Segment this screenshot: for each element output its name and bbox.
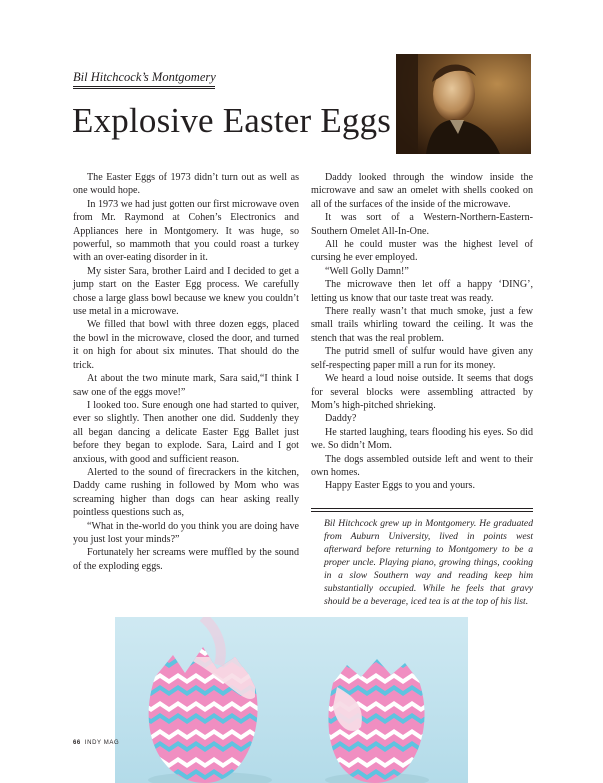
publication-name: INDY MAG [84,740,120,746]
paragraph: He started laughing, tears flooding his eyes. So did we. So didn’t Mom. [311,426,533,452]
author-photo [396,54,531,154]
paragraph: In 1973 we had just gotten our first microwave oven from Mr. Raymond at Cohen’s Electronics and Appliances here in Montgomery. It was huge, so powerful, so mammoth that you could roast a turkey with an over-eating disorder in it. [73,198,299,264]
paragraph: Alerted to the sound of firecrackers in the kitchen, Daddy came rushing in followed by Mom who was screaming higher than dogs can hear asking really pointless questions such as, [73,466,299,519]
paragraph: Daddy looked through the window inside the microwave and saw an omelet with shells cooked on all of the surfaces of the inside of the microwave. [311,172,533,210]
page-number: 66 [73,740,81,746]
paragraph: At about the two minute mark, Sara said,“I think I saw one of the eggs move!” [73,373,299,398]
bio-rule [311,508,533,509]
column-name-rule [73,86,215,89]
right-column [311,171,533,493]
paragraph: “Well Golly Damn!” [325,265,409,277]
paragraph: It was sort of a Western-Northern-Eastern-Southern Omelet All-In-One. [311,212,533,237]
author-bio: Bil Hitchcock grew up in Montgomery. He graduated from Auburn University, lived in points west afterward before returning to Montgomery to be a proper uncle. Playing piano, growing things, cooking in a slow Southern way and reading keep him substantially occupied. While he feels that gravy should be a beverage, iced tea is at the top of his list. [324,518,533,607]
paragraph: The dogs assembled outside left and went to their own homes. [311,453,533,478]
paragraph: We heard a loud noise outside. It seems that dogs for several blocks were assembling attracted by Mom’s high-pitched shrieking. [311,373,533,411]
paragraph: All he could muster was the highest level of cursing he ever employed. [311,239,533,264]
bio-rule [311,511,533,512]
paragraph: My sister Sara, brother Laird and I decided to get a jump start on the Easter Egg process. We carefully chose a large glass bowl because we knew you couldn’t use metal in a microwave. [73,265,299,318]
paragraph: The putrid smell of sulfur would have given any self-respecting paper mill a run for its money. [311,346,533,371]
paragraph: The Easter Eggs of 1973 didn’t turn out as well as one would hope. [73,172,299,197]
paragraph: The microwave then let off a happy ‘DING’, letting us know that our taste treat was ready. [311,279,533,304]
easter-eggs-photo [115,617,468,783]
folio [73,740,119,746]
column-name: Bil Hitchcock’s Montgomery [73,70,216,84]
paragraph: We filled that bowl with three dozen eggs, placed the bowl in the microwave, closed the door, and turned it on high for about six minutes. That should do the trick. [73,319,299,371]
paragraph: “What in the-world do you think you are doing have you just lost your minds?” [73,520,299,545]
paragraph: Happy Easter Eggs to you and yours. [325,480,475,492]
paragraph: Fortunately her screams were muffled by the sound of the exploding eggs. [73,547,299,572]
paragraph: I looked too. Sure enough one had started to quiver, ever so slightly. Then another one did. Suddenly they all began dancing a delicate Easter Egg Ballet just before they began to explode. Sara, Laird and I got anxious, with good and sufficient reason. [73,399,299,465]
paragraph: Daddy? [325,413,357,425]
paragraph: There really wasn’t that much smoke, just a few small trails whirling toward the ceiling. It was the stench that was the real problem. [311,306,533,344]
headline: Explosive Easter Eggs [72,101,392,140]
left-column [73,171,299,573]
